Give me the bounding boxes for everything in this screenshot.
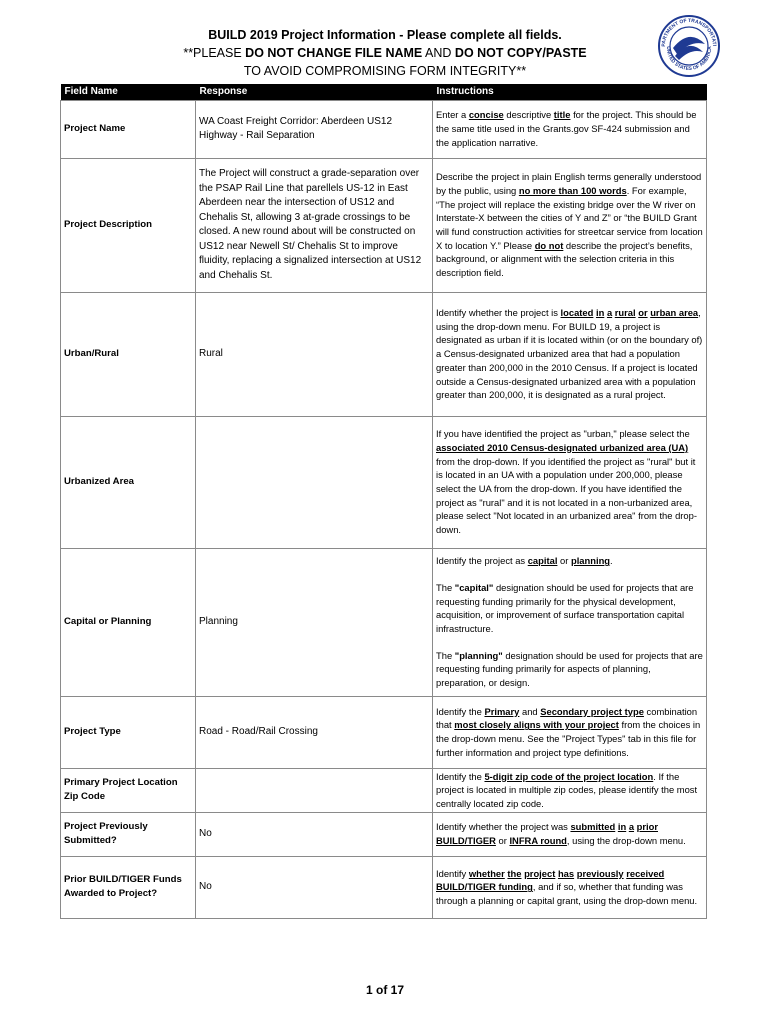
table-header-row [61,84,707,100]
table-row [61,768,707,812]
table-row [61,812,707,856]
field-name: Primary Project Location Zip Code [61,768,196,812]
form-title: BUILD 2019 Project Information - Please complete all fields. [208,28,562,42]
response-field[interactable]: The Project will construct a grade-separation over the PSAP Rail Line that parellels US-12 in East Aberdeen near the intersection of US12 and Chehalis St, allowing 3 at-grade crossings to be closed. A new round about will be constructed on US12 near Newell St/ Chehalis St to improve fluidity, replacing a signalized intersection at US12 and Chehalis St. [196,158,433,292]
field-name: Project Description [61,158,196,292]
response-field[interactable]: No [196,812,433,856]
project-info-table [60,84,707,919]
response-field[interactable]: Planning [196,548,433,696]
header-instructions: Instructions [433,84,707,100]
response-field[interactable]: No [196,856,433,918]
field-name: Urbanized Area [61,416,196,548]
response-field[interactable]: Rural [196,292,433,416]
warning-line-2: TO AVOID COMPROMISING FORM INTEGRITY** [243,64,527,78]
field-name: Capital or Planning [61,548,196,696]
table-row [61,158,707,292]
table-row [61,856,707,918]
field-name: Project Previously Submitted? [61,812,196,856]
table-row [61,696,707,768]
instructions-text: Identify whether the project has previously received BUILD/TIGER funding, and if so, whether that funding was through a planning or capital grant, using the drop-down menu. [433,856,707,918]
field-name: Project Name [61,100,196,158]
field-name: Urban/Rural [61,292,196,416]
page-header [150,26,620,80]
header-field-name: Field Name [61,84,196,100]
instructions-text: Describe the project in plain English terms generally understood by the public, using no more than 100 words. For example, “The project will replace the existing bridge over the W river on Interstate-X between the cities of Y and Z” or “the BUILD Grant will fund construction activities for streetcar service from location X to location Y.” Please do not describe the project’s benefits, background, or alignment with the selection criteria in this description field. [433,158,707,292]
instructions-text: Identify the Primary and Secondary project type combination that most closely aligns with your project from the choices in the drop-down menu. See the "Project Types" tab in this file for further information and project type definitions. [433,696,707,768]
instructions-text: If you have identified the project as "urban," please select the associated 2010 Census-designated urbanized area (UA) from the drop-down. If you identified the project as "rural" but it is located in an UA with a population under 200,000, please select the UA from the drop-down. If you have identified the project as "rural" and it is not located in a non-urbanized area, please select "Not located in an urbanized area" from the drop-down. [433,416,707,548]
field-name: Prior BUILD/TIGER Funds Awarded to Project? [61,856,196,918]
instructions-text: Identify whether the project is located in a rural or urban area, using the drop-down menu. For BUILD 19, a project is designated as urban if it is located within (or on the boundary of) a Census-designated urbanized area that had a population greater than 200,000 in the 2010 Census. If a project is located outside a Census-designated urbanized area with a population greater than 200,000, it is designated as a rural project. [433,292,707,416]
header-response: Response [196,84,433,100]
field-name: Project Type [61,696,196,768]
response-field[interactable] [196,768,433,812]
instructions-text: Identify the project as capital or planning. The "capital" designation should be used for projects that are requesting funding primarily for the physical development, acquisition, or improvement of surface transportation capital infrastructure. The "planning" designation should be used for projects that are requesting funding primarily for aspects of planning, preparation, or design. [433,548,707,696]
table-row [61,100,707,158]
instructions-text: Enter a concise descriptive title for the project. This should be the same title used in the Grants.gov SF-424 submission and the application narrative. [433,100,707,158]
response-field[interactable]: WA Coast Freight Corridor: Aberdeen US12 Highway - Rail Separation [196,100,433,158]
page-number: 1 of 17 [365,983,404,997]
response-field[interactable] [196,416,433,548]
svg-text:UNITED STATES OF AMERICA: UNITED STATES OF AMERICA [664,46,714,73]
table-row [61,548,707,696]
response-field[interactable]: Road - Road/Rail Crossing [196,696,433,768]
dot-seal-icon [657,14,721,78]
svg-text:DEPARTMENT OF TRANSPORTATION: PARTMENT OF TRANSPORTATI [660,17,718,47]
table-row [61,292,707,416]
table-row [61,416,707,548]
instructions-text: Identify whether the project was submitted in a prior BUILD/TIGER or INFRA round, using the drop-down menu. [433,812,707,856]
instructions-text: Identify the 5-digit zip code of the project location. If the project is located in multiple zip codes, please identify the most centrally located zip code. [433,768,707,812]
warning-line: **PLEASE DO NOT CHANGE FILE NAME AND DO NOT COPY/PASTE [183,46,587,60]
